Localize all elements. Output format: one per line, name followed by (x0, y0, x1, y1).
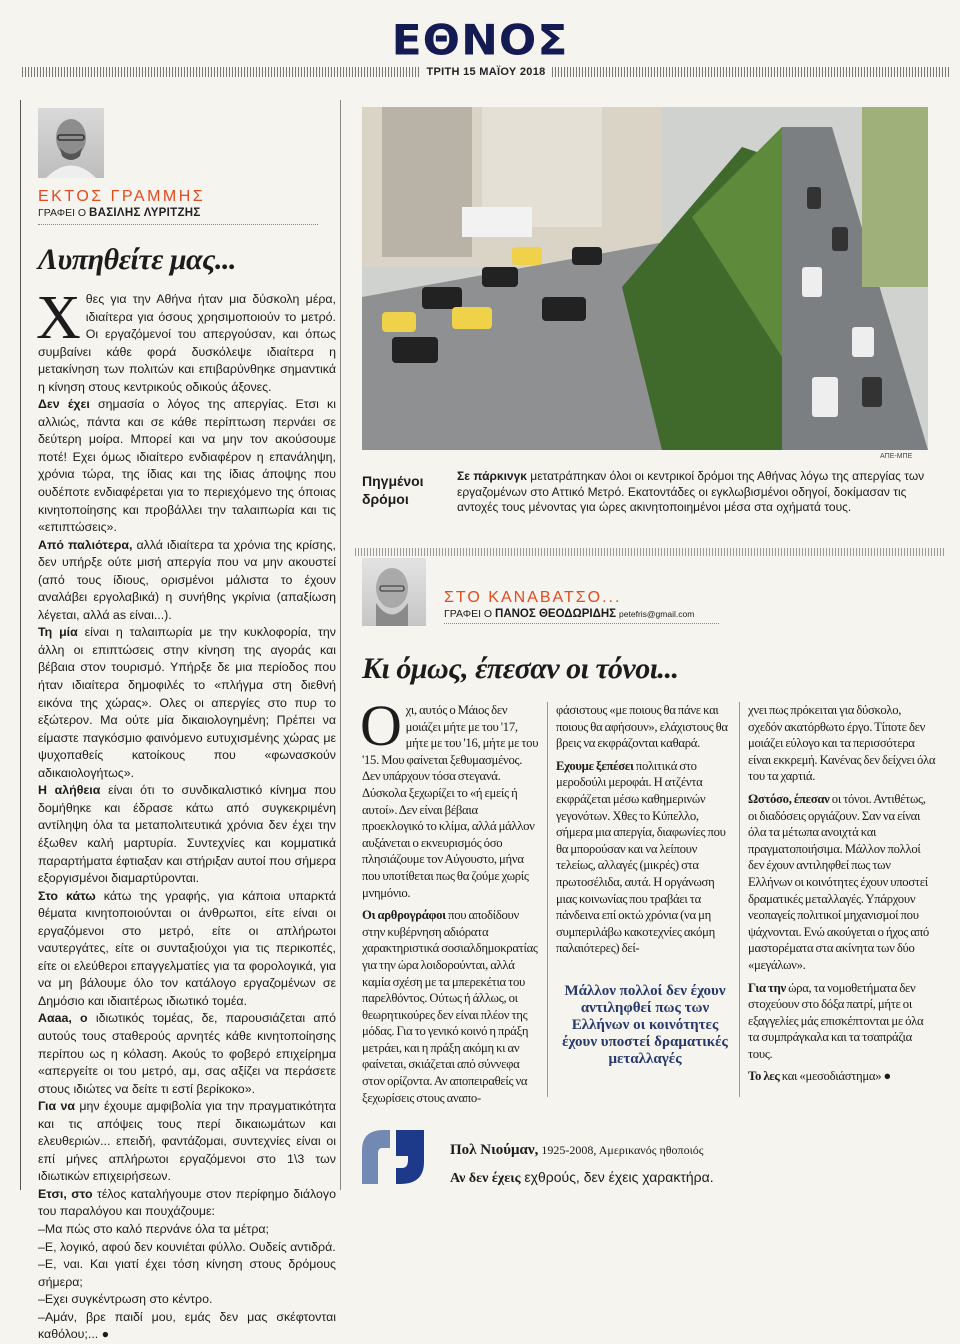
paragraph (556, 702, 734, 752)
article-body (36, 284, 337, 1344)
paragraph (38, 782, 336, 887)
byline (38, 206, 336, 220)
paragraph-lead: Ααaa, ο (38, 1011, 88, 1026)
drop-cap: Ο (360, 693, 402, 758)
paragraph-text: που αποδίδουν στην κυβέρνηση αδιόρατα χαρακτηριστικά σοσιαλδημοκρατίας για την ώρα λοιδορούνται, αλλά καμία σχέση με τα μπερεκέτια του παρελθόντος. Ούτως ή άλλως, οι θεωρητικούρες δεν είναι πλέον της μόδας. Για το γενικό κοινό η πράξη μετράει, και η πράξη ακόμη κι αν φαίνεται, σκιάζεται από σύννεφα στον ορίζοντα. Αν αποπειραθείς να ξεχωρίσεις στους αναπο- (362, 908, 538, 1105)
paragraph (748, 702, 936, 785)
divider (444, 623, 719, 624)
drop-cap: Χ (36, 284, 81, 352)
dialogue-line: –Εχει συγκέντρωση στο κέντρο. (38, 1292, 213, 1307)
paragraph-text: θες για την Αθήνα ήταν μια δύσκολη μέρα, ιδιαίτερα για όσους χρησιμοποιούν το μετρό. Οι εργαζόμενοί του απεργούσαν, και όπως συμβαίνει κάθε φορά δυσκόλεψε ιδιαίτερα η μετακίνηση των πολιτών και επιβαρύνθηκε σημαντικά η κίνηση στους κεντρικούς οδικούς άξονες. (38, 292, 336, 394)
paragraph (38, 888, 336, 1011)
caption-title: Πηγμένοι δρόμοι (362, 473, 424, 507)
paragraph-lead: Για την (748, 980, 786, 995)
column-divider (20, 100, 21, 1190)
paragraph-lead: Οι αρθρογράφοι (362, 908, 446, 923)
paragraph-text: τέλος καταλήγουμε στον περίφημο διάλογο του παραλόγου και πουχάζουμε: (38, 1186, 336, 1219)
dialogue-line: –Ε, λογικό, αφού δεν κουνιέται φύλλο. Ουδείς αντιδρά. (38, 1239, 336, 1254)
caption-text: μετατράπηκαν όλοι οι κεντρικοί δρόμοι της Αθήνας λόγω της απεργίας των εργαζομένων στο Αττικό Μετρό. Εκατοντάδες οι εγκλωβισμένοι οδηγοί, δοκίμασαν τις αντοχές τους μένοντας για ώρες ακινητοποιημένοι μέσα στα οχήματά τους. (457, 469, 925, 514)
paragraph-lead: Από παλιότερα, (38, 537, 133, 552)
paragraph-lead: Η αλήθεια (38, 783, 101, 798)
paragraph-lead: Το λες (748, 1069, 780, 1084)
quote-author (450, 1142, 704, 1159)
paragraph-lead: Ωστόσο, έπεσαν (748, 791, 830, 806)
paragraph (36, 284, 336, 396)
author-name: ΒΑΣΙΛΗΣ ΛΥΡΙΤΖΗΣ (89, 207, 201, 219)
dialogue-line: –Ε, ναι. Και γιατί έχει τόση κίνηση στους δρόμους σήμερα; (38, 1257, 336, 1289)
paragraph (556, 758, 734, 957)
pull-quote: Μάλλον πολλοί δεν έχουν αντιληφθεί πως των Ελλήνων οι κοινότητες έχουν υποστεί δραματικές μεταλλαγές (562, 982, 728, 1067)
article-headline: Κι όμως, έπεσαν οι τόνοι... (362, 652, 679, 685)
paragraph-text: ιδιωτικός τομέας, δε, παρουσιάζεται από αυτούς τους σταθερούς αρνητές κάθε κινητοποίησης περίπου ως η κόλαση. Ακούς το φοβερό επιχείρημα «απεργείτε οι του μετρό, αμ, σας αξίζει να περάσετε στους ιδιώτες να δείτε τι εστί βερίκοκο». (38, 1011, 336, 1096)
paragraph (38, 396, 336, 536)
paragraph-lead: Δεν έχει (38, 397, 90, 412)
dateline (22, 66, 950, 78)
paragraph (38, 1010, 336, 1098)
column-divider (340, 100, 341, 1190)
byline-prefix: ΓΡΑΦΕΙ Ο (444, 608, 493, 620)
divider (38, 224, 318, 225)
author-name: ΠΑΝΟΣ ΘΕΟΔΩΡΙΔΗΣ (495, 608, 617, 620)
photo-credit: ΑΠΕ-ΜΠΕ (880, 453, 913, 460)
paragraph (360, 693, 540, 901)
paragraph (362, 907, 540, 1106)
column-divider (739, 702, 740, 1097)
paragraph (38, 624, 336, 782)
paragraph-text: πολιτικά στο μεροδούλι μεροφάι. Η ατζέντα εκφράζεται μέσω καθημερινών γεγονότων. Χθες το Κύπελλο, σήμερα μια απεργία, διαφωνίες που θα μπορούσαν και να λείπουν τελείως, αλλαγές (μικρές) στα πρωτοσέλιδα, αυτά. Η οργάνωση μιας κοινωνίας που τραβάει τα πάνδεινα επί οκτώ χρόνια (να μη συμπεριλάβω κακοτεχνίες ακόμη παλαιότερες) δεί- (556, 758, 726, 956)
paragraph (38, 1098, 336, 1186)
column-kicker: ΕΚΤΟΣ ΓΡΑΜΜΗΣ (38, 188, 206, 205)
article-headline: Λυπηθείτε μας... (38, 243, 237, 276)
paragraph-text: σημασία ο λόγος της απεργίας. Ετσι κι αλλιώς, πάντα και σε κάθε περίπτωση περνάει σε δεύτερη μοίρα. Μπορεί και να μην τον ακούσουμε ποτέ! Εχει όμως ιδιαίτερο ενδιαφέρον η επανάληψη, χρόνια τώρα, της ίδιας και της ίδιας άποψης που ουδέποτε ενδιαφέρεται για το περιεχόμενο της όποιας κινητοποίησης και προβάλλει την ταλαιπωρία και τις «επιπτώσεις». (38, 397, 337, 535)
paragraph (748, 980, 936, 1063)
paragraph-lead: Ετσι, στο (38, 1186, 93, 1201)
paragraph-text: κάτω της γραφής, για κάποια υπαρκτά θέματα κινητοποιούνται οι άνθρωποι, είτε είναι οι εργαζόμενοι στο μετρό, είτε οι απλήρωτοι ναυτεργάτες, είτε οι συνταξιούχοι για τις περικοπές, είτε οι ελεύθεροι επαγγελματίες για τα φορολογικά, για να μη βάλουμε όλο τον κατάλογο εργαζομένων σε Δημόσιο και ιδιαιτέρως ιδιωτικό τομέα. (38, 888, 337, 1008)
caption-lead: Σε πάρκινγκ (457, 469, 527, 483)
author-email[interactable]: petefris@gmail.com (619, 609, 695, 619)
article-column-2 (556, 702, 734, 1068)
paragraph-text: αλλά ιδιαίτερα τα χρόνια της κρίσης, δεν υπήρξε ούτε μισή απεργία που να μην ακουστεί (από τους ίδιους, ορισμένοι μάλιστα το έχουν αναλάβει εργολαβικά) η συνήθης γκρίνια (απαξίωση λέγεται, αλλά as είναι...). (38, 537, 336, 622)
dialogue-line: –Αμάν, βρε παιδί μου, εμάς δεν μας σκέφτονται καθόλου;... ● (38, 1309, 336, 1342)
author-photo (38, 108, 104, 178)
quote-lead: Αν δεν έχεις (450, 1171, 521, 1186)
paragraph-text: μην έχουμε αμφιβολία για την πραγματικότητα και τις απόψεις τους περί δικαιωμάτων και ελευθεριών... επειδή, φαντάζομαι, συντεχνίες είναι οι επί μήνες απλήρωτοι εργαζόμενοι στο 1\3 των ιδιωτικών επιχειρήσεων. (38, 1099, 336, 1184)
byline-prefix: ΓΡΑΦΕΙ Ο (38, 207, 87, 219)
author-photo (362, 558, 426, 626)
section-rule (355, 548, 945, 556)
quote-author-name: Πολ Νιούμαν, (450, 1142, 539, 1158)
column-divider (547, 702, 548, 1097)
paragraph-text: και «μεσοδιάστημα» ● (779, 1069, 891, 1084)
paragraph-text: οι τόνοι. Αντιθέτως, οι διαδόσεις οργιάζουν. Σαν να είναι όλα τα μέτωπα ανοιχτά και πραγματοποιήσιμα. Μάλλον πολλοί δεν έχουν αντιληφθεί πως των Ελλήνων οι κοινότητες έχουν υποστεί δραματικές μεταλλαγές. Υπάρχουν νεοπαγείς πολιτικοί μηχανισμοί που ψάχνονται. Ενώ ακούγεται ο ήχος από μαστορέματα στα ακίνητα των δύο «μεγάλων». (748, 791, 929, 972)
article-column-1 (360, 693, 540, 1112)
dialogue-line: –Μα πώς στο καλό περνάνε όλα τα μέτρα; (38, 1221, 269, 1236)
paragraph (38, 537, 336, 625)
quote-body: εχθρούς, δεν έχεις χαρακτήρα. (520, 1169, 714, 1185)
quote-author-bio: 1925-2008, Αμερικανός ηθοποιός (538, 1143, 704, 1157)
left-article (38, 108, 336, 1344)
paragraph-text: χι, αυτός ο Μάιος δεν μοιάζει μήτε με του '17, μήτε με του '16, μήτε με του '15. Μου φαίνεται ξεθυμασμένος. Δεν υπάρχουν τόσα στεγανά. Δύσκολα ξεχωρίζει το «ή εμείς ή αυτοί». Δεν είναι βέβαια προεκλογικό το κλίμα, αλλά μάλλον αυξάνεται ο εκνευρισμός όσο πλησιάζουμε τον Αύγουστο, μήνα που υποτίθεται πως θα ζούμε χωρίς μνημόνιο. (362, 703, 539, 900)
issue-date: ΤΡΙΤΗ 15 ΜΑΪΟΥ 2018 (426, 66, 546, 78)
traffic-photo (362, 107, 928, 450)
rule-decoration (22, 67, 420, 77)
byline (444, 608, 694, 620)
paragraph-text: φάσιστους «με ποιους θα πάνε και ποιους θα αφήσουν», ελάχιστους θα βρεις να εκφράζονται καθαρά. (556, 703, 728, 751)
paragraph (748, 791, 936, 974)
column-header (362, 558, 932, 626)
article-column-3 (748, 702, 936, 1091)
quote-text (450, 1169, 714, 1187)
paragraph-lead: Στο κάτω (38, 888, 96, 903)
photo-caption (457, 469, 927, 516)
paragraph-text: χνει πως πρόκειται για δύσκολο, σχεδόν ακατόρθωτο έργο. Τίποτε δεν μοιάζει εύλογο και τα περισσότερα είναι εκκρεμή. Κανένας δεν δείχνει όλα του τα χαρτιά. (748, 703, 936, 784)
paragraph-lead: Εχουμε ξεπέσει (556, 758, 634, 773)
paragraph (38, 1186, 336, 1221)
paragraph-text: είναι η ταλαιπωρία με την κυκλοφορία, την άλλη οι επιπτώσεις στην κίνηση της αγοράς και βέβαια στον τουρισμό. Υπήρξε δε μια περίοδος που ήταν ιδιαίτερα δημοφιλές το «πλήγμα στη διεθνή εικόνα της χώρας». Ολες οι απεργίες στο πυρ το εξώτερον. Μα ούτε μία δικαιολογημένη; Πρέπει να είμαστε παγκόσμιο φαινόμενο ευτυχισμένης χώρας με ψυχοπαθείς κατοίκους που «φωνασκούν αδικαιολογήτως». (38, 625, 336, 780)
paragraph-lead: Τη μία (38, 625, 78, 640)
column-kicker: ΣΤΟ ΚΑΝΑΒΑΤΣΟ... (444, 589, 622, 606)
paragraph-text: ώρα, τα νομοθετήματα δεν στοχεύουν στο δόξα πατρί, μήτε οι εξαγγελίες μάς επισκέπτονται με όλα τα συμπράγκαλα και τα τσαπράζια τους. (748, 980, 924, 1061)
rule-decoration (552, 67, 950, 77)
newspaper-logo: ΕΘΝΟΣ (391, 16, 569, 65)
masthead (0, 18, 960, 64)
paragraph-lead: Για να (38, 1099, 76, 1114)
paragraph-text: είναι ότι το συνδικαλιστικό κίνημα που δομήθηκε και έδρασε κάτω από συγκεκριμένη αντίληψη όλα τα μεταπολιτευτικά χρόνια δεν έχει την έξωθεν καλή μαρτυρία. Συντεχνίες και κομματικά παραρτήματα έφτιαξαν και στήριξαν αυτοί που σήμερα εξοργισμένοι διαμαρτύρονται. (38, 783, 336, 886)
paragraph (748, 1068, 936, 1085)
quote-mark-icon (362, 1128, 424, 1184)
